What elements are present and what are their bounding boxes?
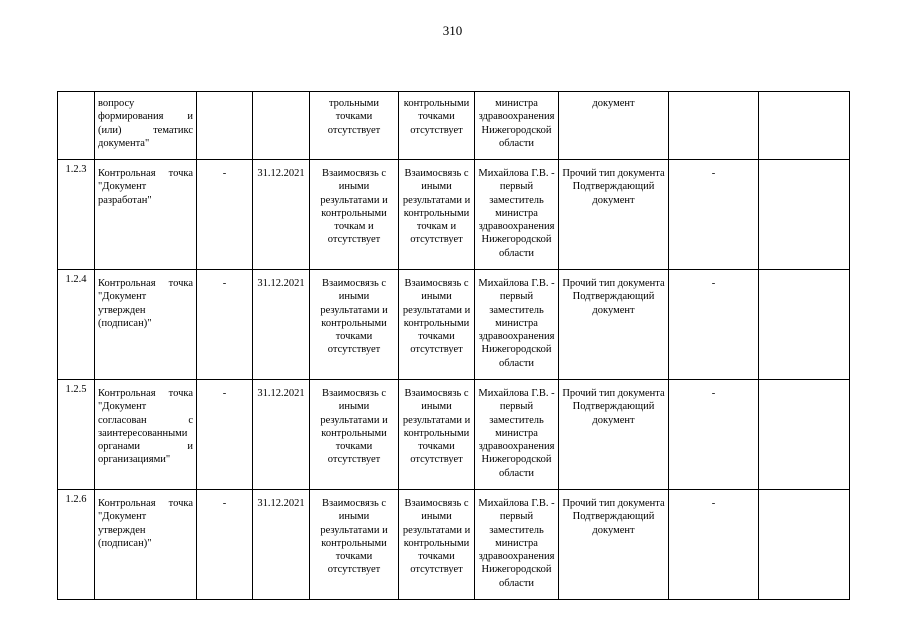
extra-cell-1: - <box>669 380 759 490</box>
control-points-table <box>57 91 850 600</box>
table-row <box>58 490 850 600</box>
responsible-person: Михайлова Г.В. - первый заместитель министра здравоохранения Нижегородской области <box>475 160 559 270</box>
row-number: 1.2.5 <box>58 380 95 490</box>
due-date: 31.12.2021 <box>253 490 310 600</box>
document-type: Прочий тип документа Подтверждающий документ <box>559 160 669 270</box>
row-number: 1.2.3 <box>58 160 95 270</box>
control-point-name: Контрольная точка "Документ разработан" <box>95 160 197 270</box>
extra-cell-2 <box>759 92 850 160</box>
links-next: Взаимосвязь с иными результатами и контрольными точками отсутствует <box>399 270 475 380</box>
responsible-person: Михайлова Г.В. - первый заместитель министра здравоохранения Нижегородской области <box>475 270 559 380</box>
responsible-cell: - <box>197 160 253 270</box>
extra-cell-1: - <box>669 160 759 270</box>
links-next: Взаимосвязь с иными результатами и контрольными точкам и отсутствует <box>399 160 475 270</box>
control-point-name: вопросу формирования и (или) тематикс документа" <box>95 92 197 160</box>
document-type: Прочий тип документа Подтверждающий документ <box>559 490 669 600</box>
row-number: 1.2.6 <box>58 490 95 600</box>
due-date: 31.12.2021 <box>253 270 310 380</box>
responsible-cell: - <box>197 490 253 600</box>
control-point-name: Контрольная точка "Документ утвержден (подписан)" <box>95 490 197 600</box>
extra-cell-2 <box>759 380 850 490</box>
responsible-person: Михайлова Г.В. - первый заместитель министра здравоохранения Нижегородской области <box>475 380 559 490</box>
links-previous: Взаимосвязь с иными результатами и контрольными точками отсутствует <box>310 490 399 600</box>
links-previous: Взаимосвязь с иными результатами и контрольными точкам и отсутствует <box>310 160 399 270</box>
table-row <box>58 380 850 490</box>
extra-cell-1 <box>669 92 759 160</box>
responsible-cell: - <box>197 270 253 380</box>
document-type: Прочий тип документа Подтверждающий документ <box>559 270 669 380</box>
row-number: 1.2.4 <box>58 270 95 380</box>
links-next: Взаимосвязь с иными результатами и контрольными точками отсутствует <box>399 490 475 600</box>
due-date <box>253 92 310 160</box>
responsible-cell <box>197 92 253 160</box>
table-row <box>58 92 850 160</box>
document-type: Прочий тип документа Подтверждающий документ <box>559 380 669 490</box>
page-number: 310 <box>442 23 463 38</box>
table-row <box>58 270 850 380</box>
control-point-name: Контрольная точка "Документ согласован с заинтересованными органами и организациями" <box>95 380 197 490</box>
extra-cell-1: - <box>669 270 759 380</box>
due-date: 31.12.2021 <box>253 160 310 270</box>
extra-cell-1: - <box>669 490 759 600</box>
due-date: 31.12.2021 <box>253 380 310 490</box>
responsible-cell: - <box>197 380 253 490</box>
responsible-person: Михайлова Г.В. - первый заместитель министра здравоохранения Нижегородской области <box>475 490 559 600</box>
links-previous: Взаимосвязь с иными результатами и контрольными точками отсутствует <box>310 380 399 490</box>
control-point-name: Контрольная точка "Документ утвержден (подписан)" <box>95 270 197 380</box>
extra-cell-2 <box>759 270 850 380</box>
responsible-person: министра здравоохранения Нижегородской области <box>475 92 559 160</box>
document-type: документ <box>559 92 669 160</box>
links-next: контрольными точками отсутствует <box>399 92 475 160</box>
links-previous: трольными точками отсутствует <box>310 92 399 160</box>
extra-cell-2 <box>759 160 850 270</box>
table-row <box>58 160 850 270</box>
links-previous: Взаимосвязь с иными результатами и контрольными точками отсутствует <box>310 270 399 380</box>
row-number <box>58 92 95 160</box>
extra-cell-2 <box>759 490 850 600</box>
links-next: Взаимосвязь с иными результатами и контрольными точками отсутствует <box>399 380 475 490</box>
